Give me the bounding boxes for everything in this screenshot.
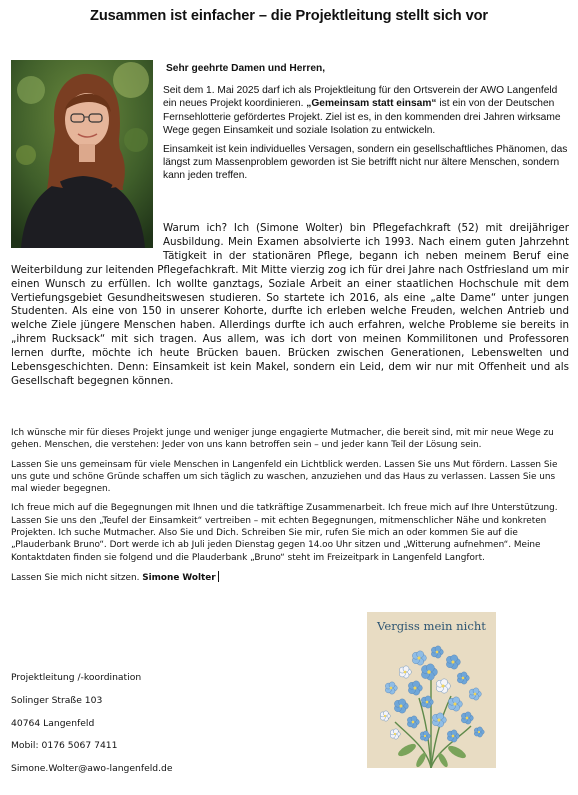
intro-paragraph-2: Einsamkeit ist kein individuelles Versagen, sondern ein gesellschaftliches Phänomen, das längst zum Massenproblem geworden ist Sie betrifft nicht nur ältere Menschen, sondern kann jeden treffen. bbox=[163, 144, 568, 182]
closing-paragraph-3: Ich freue mich auf die Begegnungen mit Ihnen und die tatkräftige Zusammenarbeit. Ich freue mich auf Ihre Unterstützung. Lassen Sie uns den „Teufel der Einsamkeit“ vertreiben – mit echten Begegnungen, mitmenschlicher Nähe und konkreten Projekten. Ich suche Mutmacher. Also Sie und Dich. Schreiben Sie mir, rufen Sie mich an oder kommen Sie auf die „Plauderbank Bruno“. Dort werde ich ab Juli jeden Dienstag gegen 14.oo Uhr sitzen und „Witterung aufnehmen“. Meine Kontaktdaten finden sie folgend und die Plauderbank „Bruno“ steht im Freizeitpark in Langenfeld Langfort. bbox=[11, 503, 558, 563]
closing-paragraph-2: Lassen Sie uns gemeinsam für viele Menschen in Langenfeld ein Lichtblick werden. Lassen Sie uns Mut fördern. Lassen Sie uns gute und schöne Gründe schaffen um sich täglich zu waschen, anzuziehen und das Haus zu verlassen. Lassen Sie uns mal wieder begegnen. bbox=[11, 459, 558, 495]
forget-me-not-blossom bbox=[412, 651, 426, 665]
forget-me-not-poster bbox=[367, 612, 496, 768]
contact-phone: Mobil: 0176 5067 7411 bbox=[11, 740, 118, 752]
page-title: Zusammen ist einfacher – die Projektleitung stellt sich vor bbox=[90, 8, 488, 24]
contact-street: Solinger Straße 103 bbox=[11, 694, 103, 706]
signature-text: Lassen Sie mich nicht sitzen. bbox=[11, 572, 143, 583]
forget-me-not-blossom bbox=[446, 655, 460, 669]
contact-role: Projektleitung /-koordination bbox=[11, 672, 142, 683]
contact-block bbox=[11, 672, 311, 786]
closing-paragraph-1: Ich wünsche mir für dieses Projekt junge und weniger junge engagierte Mutmacher, die bereit sind, mit mir neue Wege zu gehen. Menschen, die verstehen: Jeder von uns kann betroffen sein – und jeder kann Teil der Lösung sein. bbox=[11, 428, 554, 451]
forget-me-not-blossom bbox=[394, 699, 408, 713]
forget-me-not-blossom bbox=[431, 646, 443, 658]
intro-section bbox=[163, 62, 568, 189]
intro-p1-end: ist ein von der Deutschen Fernsehlotterie gefördertes Projekt. Ziel ist es, in den kommenden drei Jahren wirksame Wege gegen Einsamkeit und soziale Isolation zu entwickeln. bbox=[163, 98, 561, 136]
story-section bbox=[11, 222, 569, 389]
forget-me-not-blossom bbox=[408, 681, 422, 695]
forget-me-not-blossom bbox=[469, 688, 481, 700]
signature-name: Simone Wolter bbox=[142, 572, 216, 583]
forget-me-not-blossom bbox=[385, 682, 397, 694]
forget-me-not-blossom bbox=[474, 727, 484, 737]
story-paragraph: Warum ich? Ich (Simone Wolter) bin Pflegefachkraft (52) mit dreijähriger Ausbildung. Mein Examen absolvierte ich 1993. Nach einem guten Jahrzehnt Tätigkeit in der stationären Pflege, begann ich neben meinem Beruf eine Weiterbildung zur leitenden Pflegefachkraft. Mit Mitte vierzig zog ich für drei Jahre nach Ostfriesland um mir einen Wunsch zu erfüllen. Ich wollte ganztags, Soziale Arbeit an einer staatlichen Hochschule mit dem Vertiefungsgebiet Gesundheitswesen studieren. So startete ich 2016, als eine „alte Dame“ unter jungen Studenten. Als eine von 150 in unserer Kohorte, durfte ich erleben welche Freuden, welchen Antrieb und welche Ziele jüngere Menschen haben. Allerdings durfte ich auch erfahren, welche Probleme sie bereits in „ihrem Rucksack“ mit sich tragen. Aus allem, was ich dort von meinen Kommilitonen und Professoren lernen durfte, möchte ich heute Brücken bauen. Brücken zwischen Generationen, Lebenswelten und Lebensgeschichten. Denn: Einsamkeit ist kein Makel, sondern ein Leid, dem wir nur mit Offenheit und als Gesellschaft begegnen können. bbox=[11, 222, 569, 387]
poster-title: Vergiss mein nicht bbox=[377, 619, 486, 633]
contact-email: Simone.Wolter@awo-langenfeld.de bbox=[11, 763, 173, 775]
forget-me-not-blossom bbox=[432, 713, 446, 727]
forget-me-not-blossom bbox=[407, 716, 419, 728]
signature-line bbox=[11, 571, 571, 584]
intro-p1-start: Seit dem 1. Mai 2025 darf ich als Projektleitung für den Ortsverein der AWO Langenfeld ein neues Projekt koordinieren. bbox=[163, 85, 558, 110]
closing-section bbox=[11, 427, 571, 591]
forget-me-not-blossom bbox=[399, 666, 411, 678]
forget-me-not-blossom bbox=[390, 729, 400, 739]
forget-me-not-blossom bbox=[420, 731, 430, 741]
photo-wrap-space bbox=[11, 222, 163, 250]
text-cursor bbox=[218, 571, 219, 582]
project-name: „Gemeinsam statt einsam“ bbox=[306, 98, 437, 110]
forget-me-not-blossom bbox=[457, 672, 469, 684]
forget-me-not-blossom bbox=[380, 711, 390, 721]
forget-me-not-blossom bbox=[447, 730, 459, 742]
flower-illustration bbox=[367, 638, 496, 768]
greeting: Sehr geehrte Damen und Herren, bbox=[166, 63, 326, 74]
forget-me-not-blossom bbox=[421, 664, 437, 680]
forget-me-not-blossom bbox=[461, 712, 473, 724]
forget-me-not-blossom bbox=[448, 697, 462, 711]
portrait-photo bbox=[11, 60, 153, 248]
forget-me-not-blossom bbox=[436, 679, 450, 693]
intro-paragraph-1 bbox=[163, 84, 568, 137]
contact-city: 40764 Langenfeld bbox=[11, 717, 95, 729]
